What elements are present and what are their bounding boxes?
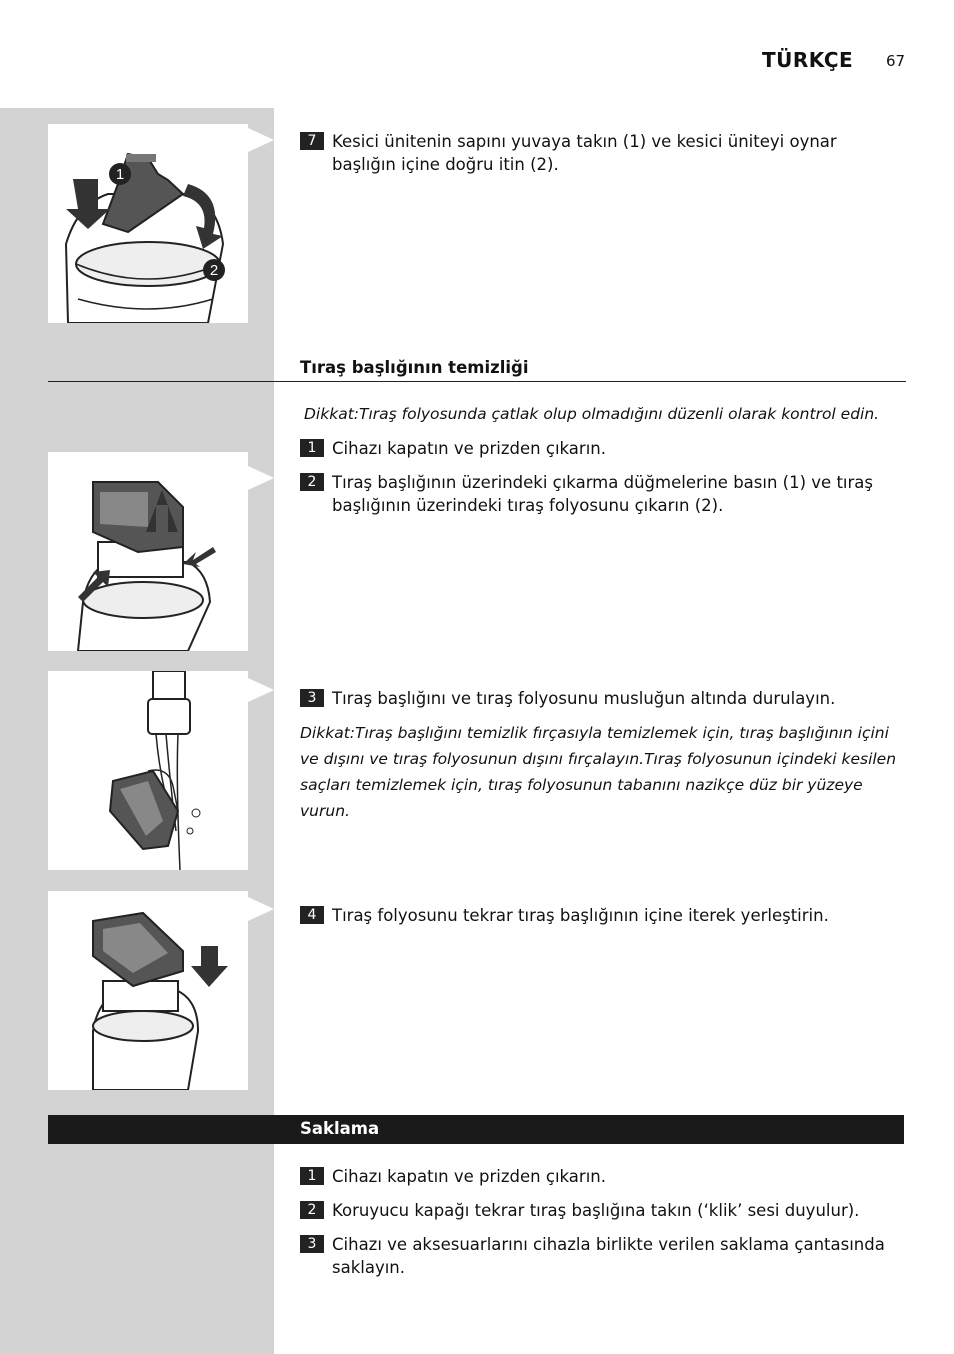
cleaning-brush-note: Dikkat:Tıraş başlığını temizlik fırçasıyla temizlemek için, tıraş başlığının içini ve dışını ve tıraş folyosunun dışını fırçalayın.Tıraş folyosunun içindeki kesilen saçları temizlemek için, tıraş folyosunun tabanını nazikçe düz bir yüzeye vurun. bbox=[300, 724, 897, 820]
cleaning-step-3 bbox=[300, 687, 900, 710]
page-number: 67 bbox=[886, 52, 906, 70]
step-7 bbox=[300, 130, 900, 176]
step-text: Kesici ünitenin sapını yuvaya takın (1) ve kesici üniteyi oynar başlığın içine doğru itin (2). bbox=[332, 132, 837, 174]
figure-pointer bbox=[248, 897, 274, 921]
step-number: 3 bbox=[300, 1235, 324, 1253]
step-text: Cihazı kapatın ve prizden çıkarın. bbox=[332, 439, 606, 458]
step-number: 2 bbox=[300, 473, 324, 491]
step-text: Koruyucu kapağı tekrar tıraş başlığına takın (‘klik’ sesi duyulur). bbox=[332, 1201, 860, 1220]
step-number: 3 bbox=[300, 689, 324, 707]
cleaning-step-4 bbox=[300, 904, 900, 927]
step-number: 4 bbox=[300, 906, 324, 924]
figure-callout-2: 2 bbox=[209, 262, 219, 279]
figure-pointer bbox=[248, 678, 274, 702]
step-number: 1 bbox=[300, 439, 324, 457]
step-text: Tıraş folyosunu tekrar tıraş başlığının içine iterek yerleştirin. bbox=[332, 906, 829, 925]
figure-pointer bbox=[248, 466, 274, 490]
storage-step-3 bbox=[300, 1233, 900, 1279]
step-number: 7 bbox=[300, 132, 324, 150]
cleaning-section-heading: Tıraş başlığının temizliği bbox=[300, 358, 529, 377]
illustration-attach-cutting-unit bbox=[48, 124, 248, 323]
illustration-reinsert-shaving-foil bbox=[48, 891, 248, 1090]
figure-pointer bbox=[248, 128, 274, 152]
figure-callout-1: 1 bbox=[115, 166, 125, 183]
step-number: 1 bbox=[300, 1167, 324, 1185]
illustration-remove-shaving-foil bbox=[48, 452, 248, 651]
step-text: Cihazı ve aksesuarlarını cihazla birlikte verilen saklama çantasında saklayın. bbox=[332, 1235, 885, 1277]
step-text: Tıraş başlığını ve tıraş folyosunu musluğun altında durulayın. bbox=[332, 689, 836, 708]
cleaning-caution: Dikkat:Tıraş folyosunda çatlak olup olmadığını düzenli olarak kontrol edin. bbox=[304, 405, 880, 423]
section-divider bbox=[48, 381, 906, 382]
step-text: Tıraş başlığının üzerindeki çıkarma düğmelerine basın (1) ve tıraş başlığının üzerindeki tıraş folyosunu çıkarın (2). bbox=[332, 473, 873, 515]
step-text: Cihazı kapatın ve prizden çıkarın. bbox=[332, 1167, 606, 1186]
storage-section-heading: Saklama bbox=[300, 1119, 380, 1138]
storage-step-2 bbox=[300, 1199, 900, 1222]
cleaning-step-2 bbox=[300, 471, 900, 517]
page-language-header: TÜRKÇE bbox=[762, 48, 854, 72]
storage-section-bar bbox=[48, 1115, 904, 1144]
storage-step-1 bbox=[300, 1165, 900, 1188]
step-number: 2 bbox=[300, 1201, 324, 1219]
illustration-rinse-under-tap bbox=[48, 671, 248, 870]
cleaning-step-1 bbox=[300, 437, 900, 460]
